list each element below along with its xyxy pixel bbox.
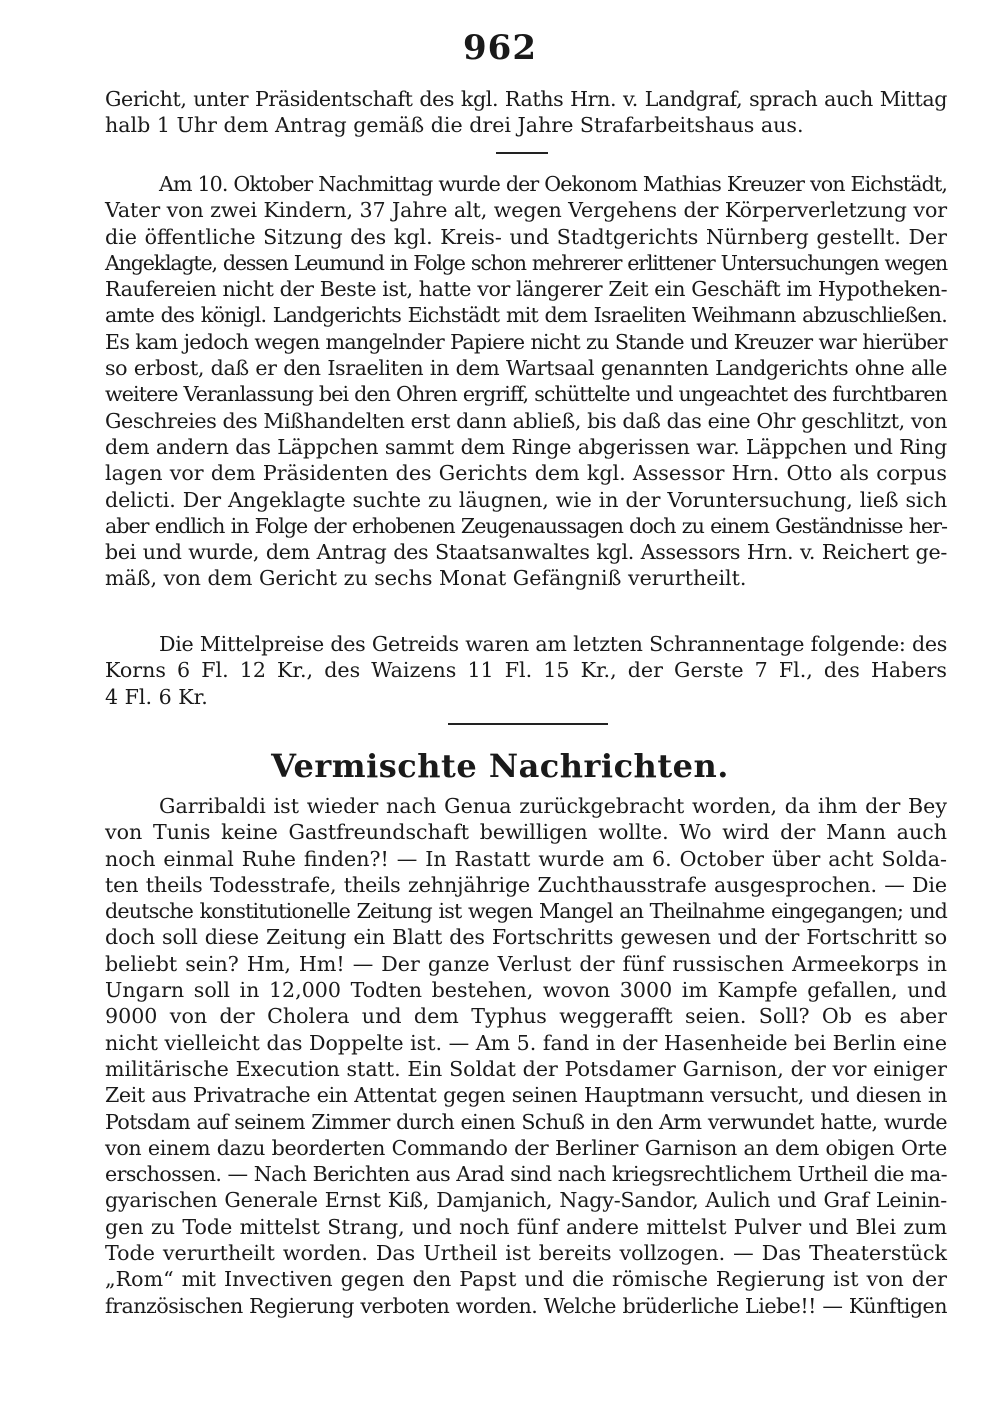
- news-line: deutsche konstitutionelle Zeitung ist wegen Mangel an Theilnahme eingegangen; und: [105, 899, 947, 924]
- grain-prices-line: 4 Fl. 6 Kr.: [105, 684, 208, 709]
- news-paragraph: [105, 793, 947, 1319]
- news-line: Potsdam auf seinem Zimmer durch einen Schuß in den Arm verwundet hatte, wurde: [105, 1109, 947, 1134]
- court-report-line: delicti. Der Angeklagte suchte zu läugnen, wie in der Voruntersuchung, ließ sich: [105, 487, 947, 512]
- news-line: noch einmal Ruhe finden?! — In Rastatt wurde am 6. October über acht Solda-: [105, 846, 947, 871]
- news-line: Tode verurtheilt worden. Das Urtheil ist bereits vollzogen. — Das Theaterstück: [105, 1241, 947, 1266]
- news-line: französischen Regierung verboten worden. Welche brüderliche Liebe!! — Künftigen: [105, 1293, 947, 1318]
- court-report-line: bei und wurde, dem Antrag des Staatsanwaltes kgl. Assessors Hrn. v. Reichert ge-: [105, 540, 947, 565]
- news-line: „Rom“ mit Invectiven gegen den Papst und die römische Regierung ist von der: [105, 1267, 947, 1292]
- court-report-line: weitere Veranlassung bei den Ohren ergriff, schüttelte und ungeachtet des furchtbaren: [105, 382, 947, 407]
- news-line: erschossen. — Nach Berichten aus Arad sind nach kriegsrechtlichem Urtheil die ma-: [105, 1162, 947, 1187]
- news-line: gen zu Tode mittelst Strang, und noch fünf andere mittelst Pulver und Blei zum: [105, 1214, 947, 1239]
- news-line: ten theils Todesstrafe, theils zehnjährige Zuchthausstrafe ausgesprochen. — Die: [105, 872, 947, 897]
- page-number: 962: [463, 28, 537, 68]
- court-report-line: Raufereien nicht der Beste ist, hatte vor längerer Zeit ein Geschäft im Hypotheken-: [105, 277, 948, 302]
- court-report-paragraph: [105, 171, 947, 592]
- court-report-line: amte des königl. Landgerichts Eichstädt mit dem Israeliten Weihmann abzuschließen.: [105, 303, 947, 328]
- news-line: Ungarn soll in 12,000 Todten bestehen, wovon 3000 im Kampfe gefallen, und: [105, 978, 947, 1003]
- news-line: nicht vielleicht das Doppelte ist. — Am 5. fand in der Hasenheide bei Berlin eine: [105, 1030, 948, 1055]
- news-line: von Tunis keine Gastfreundschaft bewilligen wollte. Wo wird der Mann auch: [105, 820, 947, 845]
- court-report-line: aber endlich in Folge der erhobenen Zeugenaussagen doch zu einem Geständnisse her-: [105, 513, 947, 538]
- section-divider: [448, 723, 608, 725]
- court-report-line: mäß, von dem Gericht zu sechs Monat Gefängniß verurtheilt.: [105, 566, 747, 591]
- news-line: Garribaldi ist wieder nach Genua zurückgebracht worden, da ihm der Bey: [159, 794, 947, 818]
- court-report-line: Angeklagte, dessen Leumund in Folge schon mehrerer erlittener Untersuchungen wegen: [105, 250, 947, 275]
- news-line: beliebt sein? Hm, Hm! — Der ganze Verlust der fünf russischen Armeekorps in: [105, 951, 947, 976]
- intro-paragraph: [105, 86, 947, 139]
- news-line: militärische Execution statt. Ein Soldat der Potsdamer Garnison, der vor einiger: [105, 1056, 947, 1081]
- intro-line: halb 1 Uhr dem Antrag gemäß die drei Jahre Strafarbeitshaus aus.: [105, 113, 804, 138]
- section-heading: Vermischte Nachrichten.: [271, 747, 729, 785]
- court-report-line: dem andern das Läppchen sammt dem Ringe abgerissen war. Läppchen und Ring: [105, 434, 947, 459]
- news-line: gyarischen Generale Ernst Kiß, Damjanich, Nagy-Sandor, Aulich und Graf Leinin-: [105, 1188, 947, 1213]
- court-report-line: so erbost, daß er den Israeliten in dem Wartsaal genannten Landgerichts ohne alle: [105, 356, 947, 381]
- court-report-line: Am 10. Oktober Nachmittag wurde der Oekonom Mathias Kreuzer von Eichstädt,: [159, 172, 947, 196]
- grain-prices-line: Korns 6 Fl. 12 Kr., des Waizens 11 Fl. 15 Kr., der Gerste 7 Fl., des Habers: [105, 658, 947, 683]
- intro-line: Gericht, unter Präsidentschaft des kgl. Raths Hrn. v. Landgraf, sprach auch Mittag: [105, 87, 947, 111]
- news-line: Zeit aus Privatrache ein Attentat gegen seinen Hauptmann versucht, und diesen in: [105, 1083, 947, 1108]
- court-report-line: Es kam jedoch wegen mangelnder Papiere nicht zu Stande und Kreuzer war hierüber: [105, 329, 947, 354]
- grain-prices-line: Die Mittelpreise des Getreids waren am letzten Schrannentage folgende: des: [159, 632, 947, 656]
- court-report-line: lagen vor dem Präsidenten des Gerichts dem kgl. Assessor Hrn. Otto als corpus: [105, 461, 947, 486]
- news-line: doch soll diese Zeitung ein Blatt des Fortschritts gewesen und der Fortschritt so: [105, 925, 947, 950]
- court-report-line: Vater von zwei Kindern, 37 Jahre alt, wegen Vergehens der Körperverletzung vor: [105, 198, 947, 223]
- court-report-line: die öffentliche Sitzung des kgl. Kreis- und Stadtgerichts Nürnberg gestellt. Der: [105, 224, 947, 249]
- news-line: 9000 von der Cholera und dem Typhus weggerafft seien. Soll? Ob es aber: [105, 1004, 947, 1029]
- section-divider: [496, 152, 548, 154]
- grain-prices-paragraph: [105, 631, 947, 710]
- news-line: von einem dazu beorderten Commando der Berliner Garnison an dem obigen Orte: [105, 1135, 947, 1160]
- court-report-line: Geschreies des Mißhandelten erst dann abließ, bis daß das eine Ohr geschlitzt, von: [105, 408, 947, 433]
